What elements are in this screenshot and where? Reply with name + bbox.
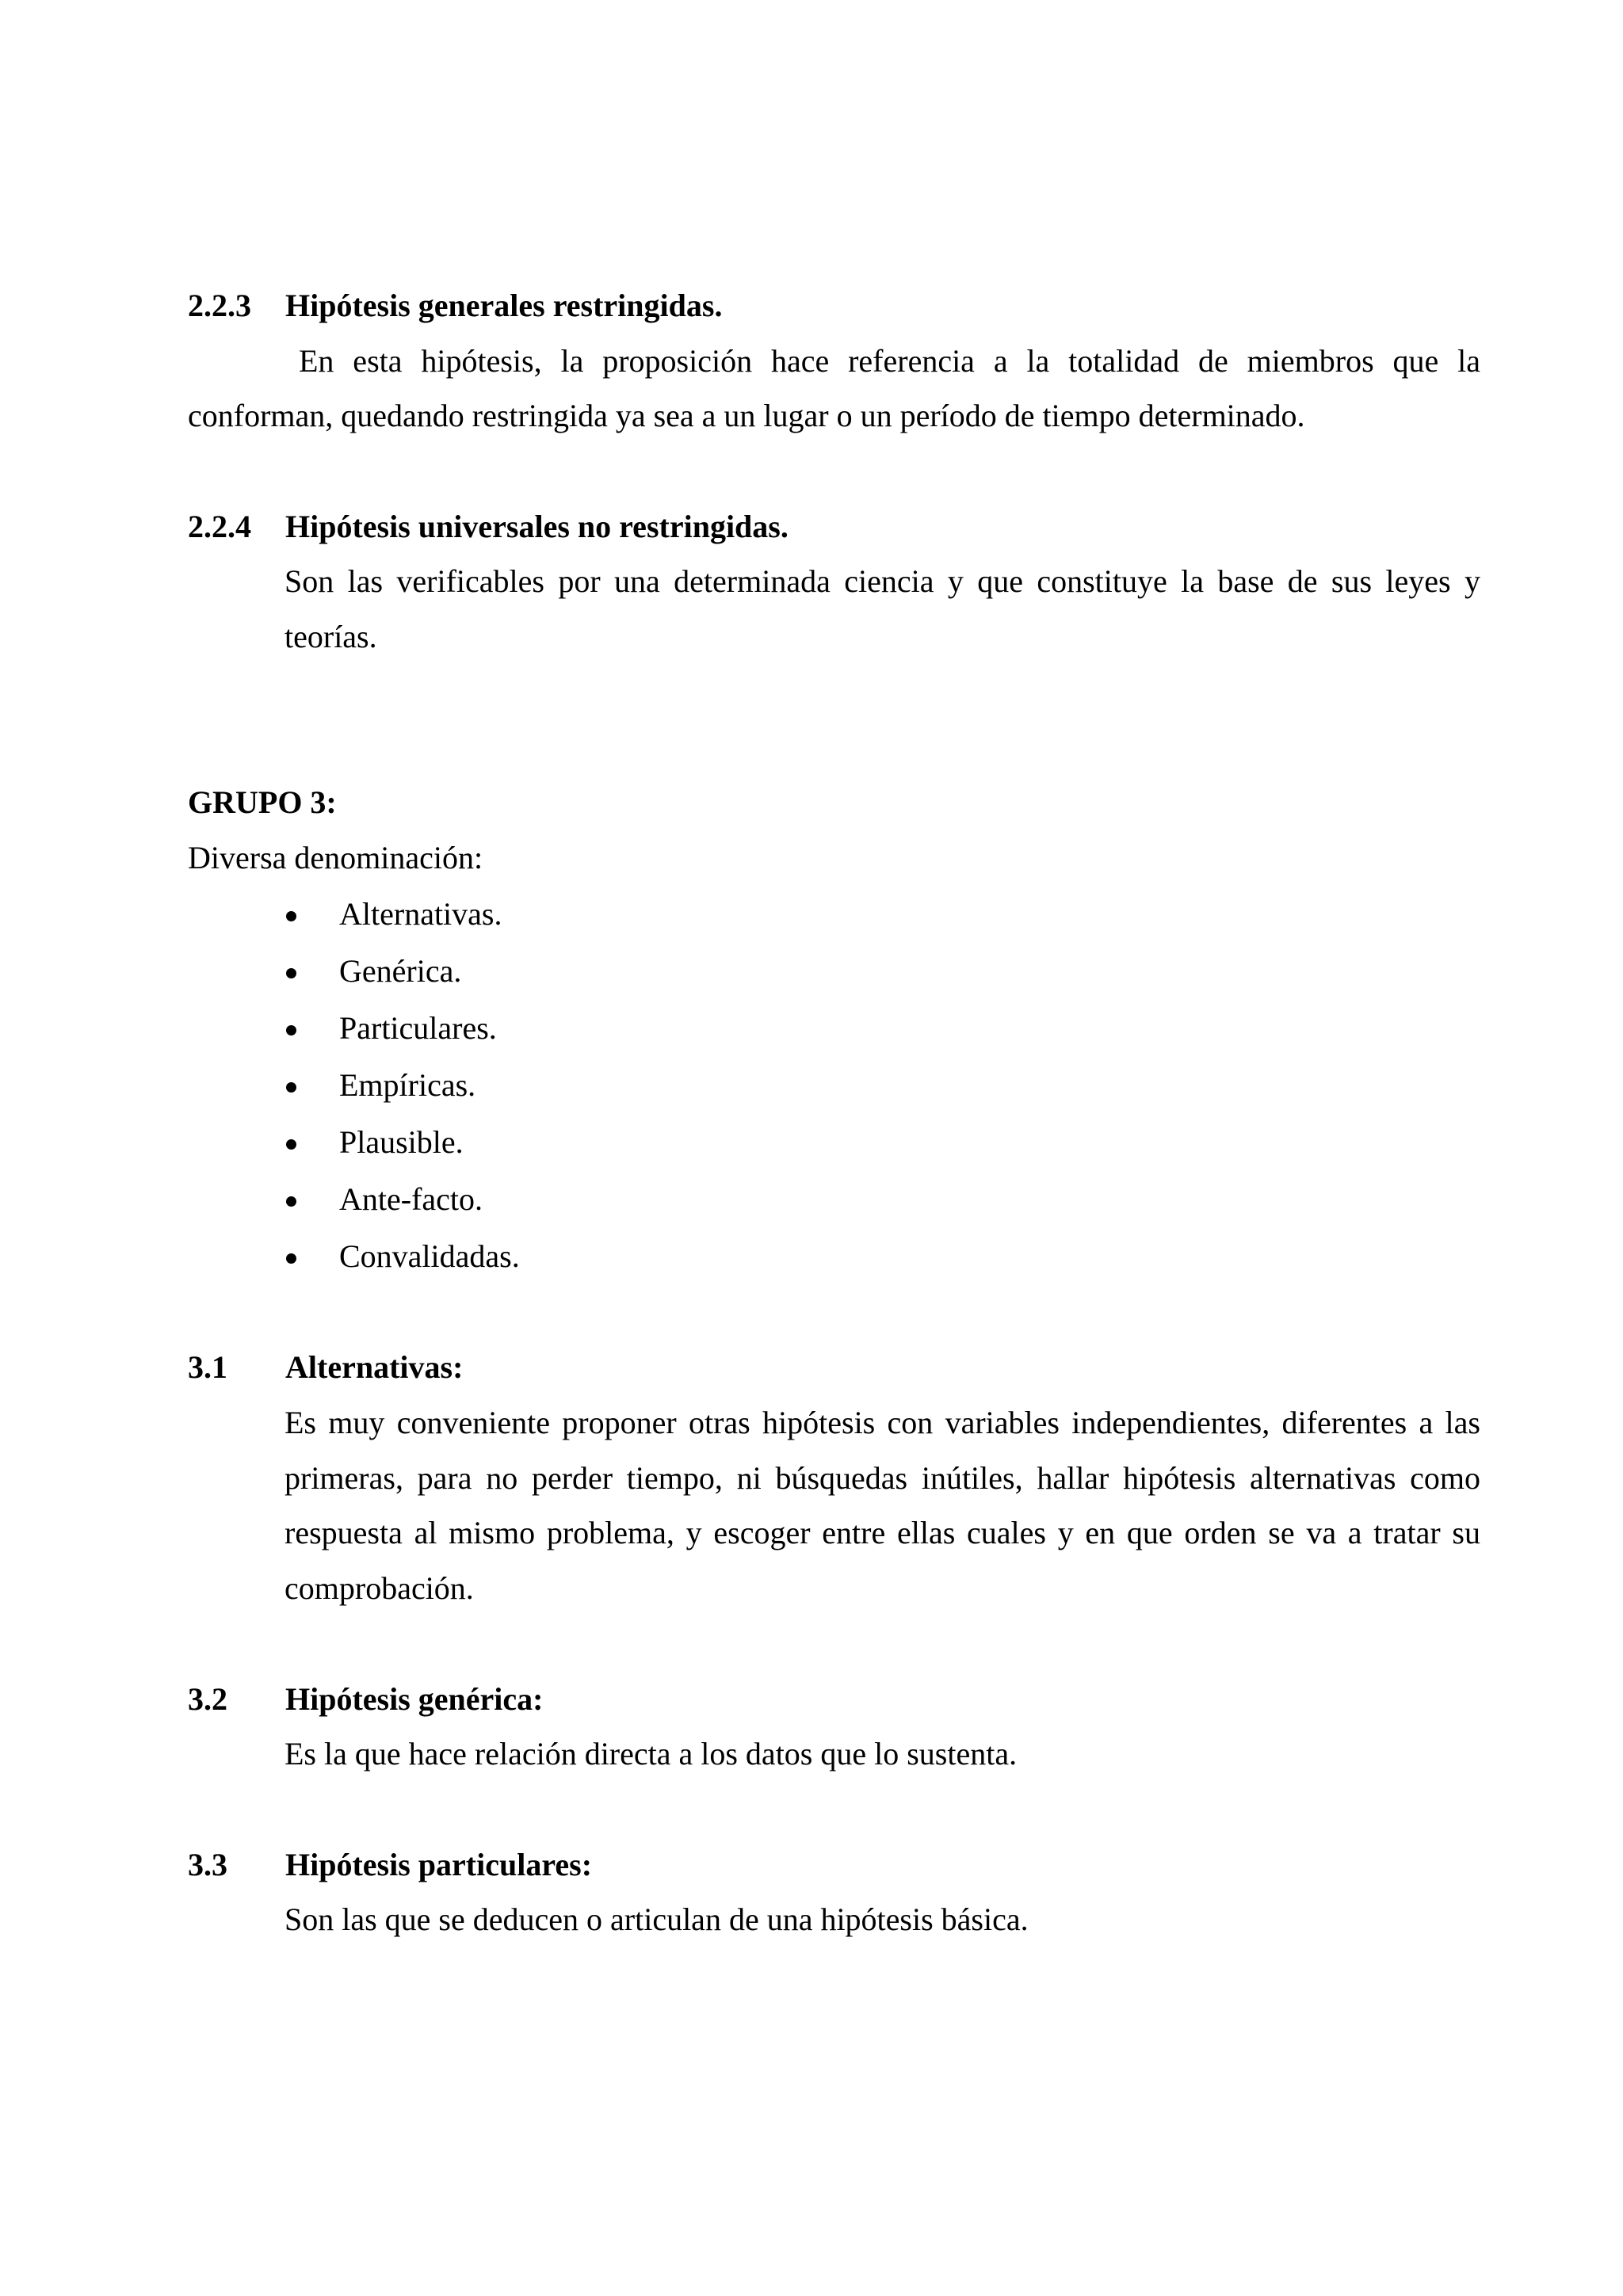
group-3 [188,775,1480,1284]
section-heading [188,499,1480,555]
paragraph-line: respuesta al mismo problema, y escoger entre ellas cuales y en que orden se va a tratar su [285,1515,1480,1551]
list-item [188,1057,1480,1114]
group-intro: Diversa denominación: [188,839,483,875]
section-title: Alternativas: [285,1349,464,1386]
paragraph-line: Son las que se deducen o articulan de una hipótesis básica. [285,1901,1029,1938]
section-number: 3.3 [188,1846,227,1882]
section-title: Hipótesis particulares: [285,1846,593,1882]
bullet-icon [286,1025,296,1035]
section-3-1 [188,1340,1480,1616]
section-number: 3.2 [188,1680,227,1717]
section-paragraph [285,1395,1480,1616]
section-heading [188,278,1480,334]
section-paragraph [285,1726,1480,1782]
bullet-list [188,886,1480,1285]
paragraph-line: Es la que hace relación directa a los datos que lo sustenta. [285,1736,1018,1772]
section-title: Hipótesis universales no restringidas. [285,508,789,544]
section-number: 3.1 [188,1349,227,1386]
list-item-text: Genérica. [339,952,462,989]
section-number: 2.2.4 [188,508,251,544]
section-paragraph [285,554,1480,664]
section-heading [188,1837,1480,1893]
section-3-3 [188,1837,1480,1947]
paragraph-line: Es muy conveniente proponer otras hipótesis con variables independientes, diferentes a las [285,1405,1480,1441]
section-heading [188,1340,1480,1395]
section-title: Hipótesis generales restringidas. [285,288,723,323]
section-title: Hipótesis genérica: [285,1680,544,1717]
section-paragraph [188,334,1480,444]
bullet-icon [286,1139,296,1150]
document-page [188,278,1480,1947]
list-item-text: Alternativas. [339,895,502,932]
bullet-icon [286,1082,296,1093]
paragraph-line: primeras, para no perder tiempo, ni búsquedas inútiles, hallar hipótesis alternativas como [285,1459,1480,1496]
section-3-2 [188,1672,1480,1782]
list-item [188,1000,1480,1057]
list-item-text: Empíricas. [339,1066,476,1103]
list-item [188,943,1480,1000]
paragraph-line: conforman, quedando restringida ya sea a un lugar o un período de tiempo determinado. [188,398,1305,434]
paragraph-line: En esta hipótesis, la proposición hace referencia a la totalidad de miembros que la [299,342,1480,379]
section-number: 2.2.3 [188,288,251,323]
list-item-text: Ante-facto. [339,1180,483,1217]
paragraph-line: Son las verificables por una determinada ciencia y que constituye la base de sus leyes y [285,563,1480,600]
list-item [188,1114,1480,1171]
bullet-icon [286,1253,296,1264]
section-paragraph [285,1892,1480,1947]
list-item [188,1228,1480,1285]
bullet-icon [286,1196,296,1207]
bullet-icon [286,968,296,978]
paragraph-line: comprobación. [285,1570,474,1607]
paragraph-line: teorías. [285,619,377,655]
section-2-2-3 [188,278,1480,444]
bullet-icon [286,911,296,921]
section-2-2-4 [188,499,1480,665]
section-heading [188,1672,1480,1727]
list-item [188,886,1480,943]
list-item-text: Particulares. [339,1009,497,1046]
list-item [188,1171,1480,1228]
group-title: GRUPO 3: [188,784,337,821]
list-item-text: Convalidadas. [339,1238,520,1274]
list-item-text: Plausible. [339,1123,464,1160]
